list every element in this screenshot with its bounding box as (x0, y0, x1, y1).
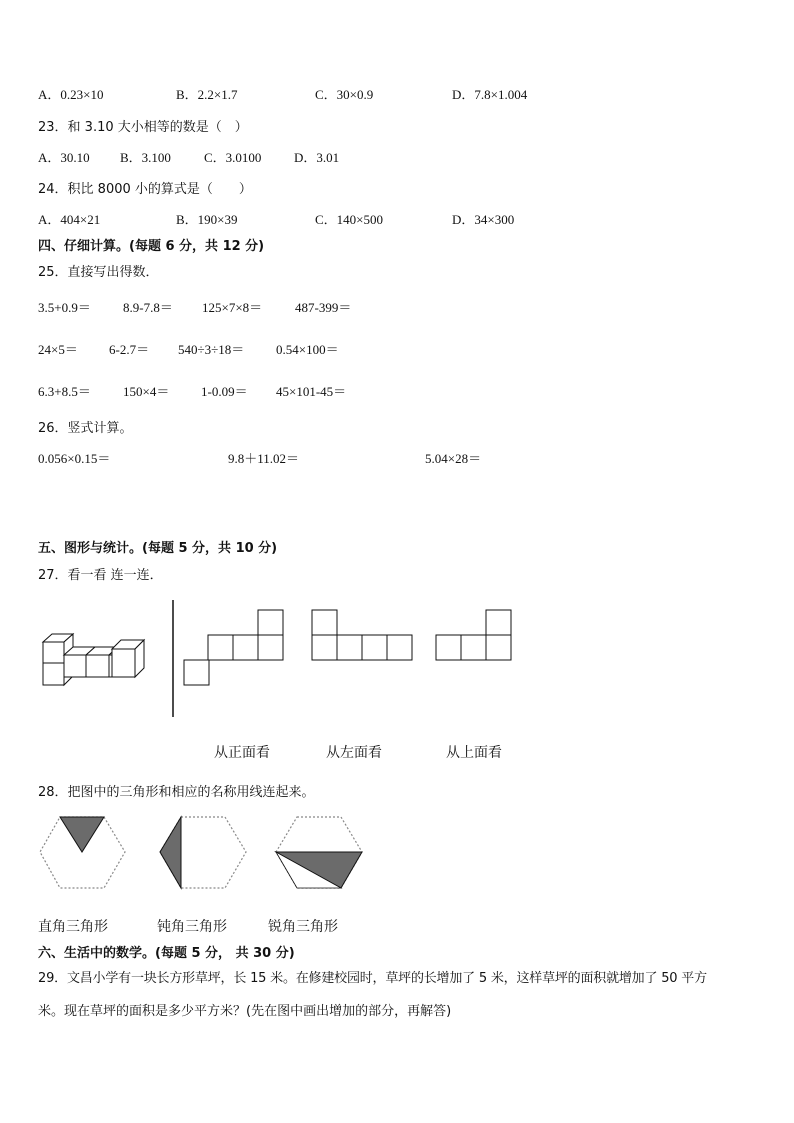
q25-r2-c4: 0.54×100＝ (276, 342, 339, 357)
q25-r3-c3: 1-0.09＝ (201, 384, 248, 399)
q25-r2-c1: 24×5＝ (38, 342, 78, 357)
q28-name-obtuse: 钝角三角形 (157, 919, 227, 935)
q22-option-d: D．7.8×1.004 (452, 87, 528, 102)
q26-stem: 26．竖式计算。 (38, 421, 133, 436)
q25-stem: 25．直接写出得数． (38, 265, 159, 280)
q24-option-d: D．34×300 (452, 212, 515, 227)
q23-option-d: D．3.01 (294, 150, 340, 165)
obtuse-triangle-shape (160, 817, 181, 888)
q27-view-top: 从上面看 (446, 745, 502, 761)
q28-name-acute: 锐角三角形 (268, 919, 338, 935)
q29-line-2: 米。现在草坪的面积是多少平方米？(先在图中画出增加的部分，再解答) (38, 1004, 452, 1019)
q26-item-2: 9.8＋11.02＝ (228, 451, 300, 466)
q26-item-1: 0.056×0.15＝ (38, 451, 111, 466)
q24-option-b: B．190×39 (176, 212, 238, 227)
q25-r1-c3: 125×7×8＝ (202, 300, 263, 315)
hexagon-1 (40, 817, 125, 888)
q29-line-1: 29．文昌小学有一块长方形草坪，长 15 米。在修建校园时，草坪的长增加了 5 米，这样草坪的面积就增加了 50 平方 (38, 971, 707, 986)
q24-option-a: A．404×21 (38, 212, 101, 227)
q24-stem: 24．积比 8000 小的算式是（ ） (38, 182, 252, 197)
q22-option-c: C．30×0.9 (315, 87, 374, 102)
section5-title: 五、图形与统计。(每题 5 分，共 10 分) (38, 541, 278, 556)
q23-stem: 23．和 3.10 大小相等的数是（ ） (38, 120, 248, 135)
q25-r3-c1: 6.3+8.5＝ (38, 384, 91, 399)
q25-r1-c2: 8.9-7.8＝ (123, 300, 173, 315)
q23-option-a: A．30.10 (38, 150, 90, 165)
q25-r2-c2: 6-2.7＝ (109, 342, 150, 357)
q26-item-3: 5.04×28＝ (425, 451, 482, 466)
q22-option-b: B．2.2×1.7 (176, 87, 238, 102)
hexagon-2 (160, 817, 246, 888)
q23-option-c: C．3.0100 (204, 150, 262, 165)
q25-r3-c4: 45×101-45＝ (276, 384, 347, 399)
q27-view-front: 从正面看 (214, 745, 270, 761)
q28-name-right: 直角三角形 (38, 919, 108, 935)
q28-stem: 28．把图中的三角形和相应的名称用线连起来。 (38, 785, 315, 800)
q24-option-c: C．140×500 (315, 212, 384, 227)
q22-option-a: A．0.23×10 (38, 87, 104, 102)
section6-title: 六、生活中的数学。(每题 5 分， 共 30 分) (38, 946, 295, 961)
q27-view-left: 从左面看 (326, 745, 382, 761)
section4-title: 四、仔细计算。(每题 6 分，共 12 分) (38, 239, 265, 254)
q25-r1-c1: 3.5+0.9＝ (38, 300, 91, 315)
q23-option-b: B．3.100 (120, 150, 171, 165)
q25-r1-c4: 487-399＝ (295, 300, 352, 315)
hexagon-3 (276, 817, 362, 888)
q27-stem: 27．看一看 连一连． (38, 568, 163, 583)
q25-r3-c2: 150×4＝ (123, 384, 170, 399)
q25-r2-c3: 540÷3÷18＝ (178, 342, 245, 357)
